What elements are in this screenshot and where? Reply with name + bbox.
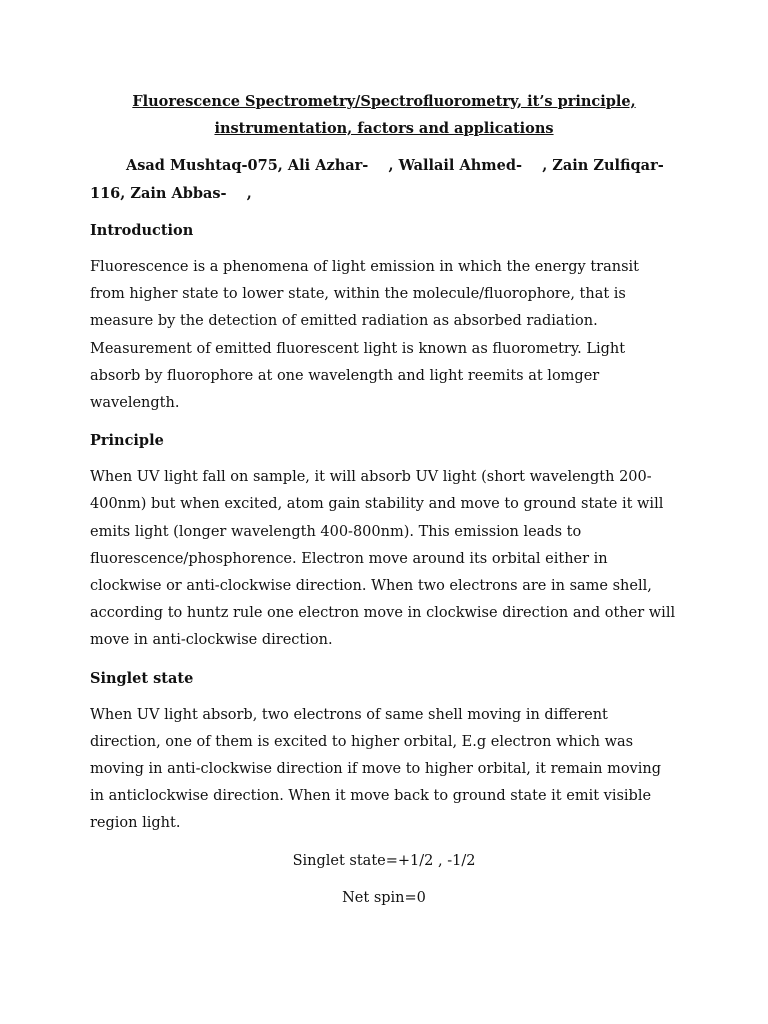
document-page [90,88,678,922]
section-body-principle: When UV light fall on sample, it will absorb UV light (short wavelength 200-400nm) but when excited, atom gain stability and move to ground state it will emits light (longer wavelength 400-800nm). This emission leads to fluorescence/phosphorence. Electron move around its orbital either in clockwise or anti-clockwise direction. When two electrons are in same shell, according to huntz rule one electron move in clockwise direction and other will move in anti-clockwise direction. [90,469,676,649]
section-body-singlet-state: When UV light absorb, two electrons of same shell moving in different direction, one of them is excited to higher orbital, E.g electron which was moving in anti-clockwise direction if move to higher orbital, it remain moving in anticlockwise direction. When it move back to ground state it emit visible region light. [90,706,662,832]
section-heading-singlet-state: Singlet state [90,669,194,687]
author-list: Asad Mushtaq-075, Ali Azhar- , Wallail Ahmed- , Zain Zulfiqar-116, Zain Abbas- , [90,157,664,202]
equation-singlet-state: Singlet state=+1/2 , -1/2 [292,852,476,869]
document-title: Fluorescence Spectrometry/Spectrofluorometry, it’s principle, instrumentation, factors and applications [132,93,636,137]
section-heading-principle: Principle [90,432,164,450]
equation-net-spin: Net spin=0 [342,889,426,906]
section-body-introduction: Fluorescence is a phenomena of light emission in which the energy transit from higher state to lower state, within the molecule/fluorophore, that is measure by the detection of emitted radiation as absorbed radiation. Measurement of emitted fluorescent light is known as fluorometry. Light absorb by fluorophore at one wavelength and light reemits at lomger wavelength. [90,259,639,412]
section-heading-introduction: Introduction [90,222,194,239]
